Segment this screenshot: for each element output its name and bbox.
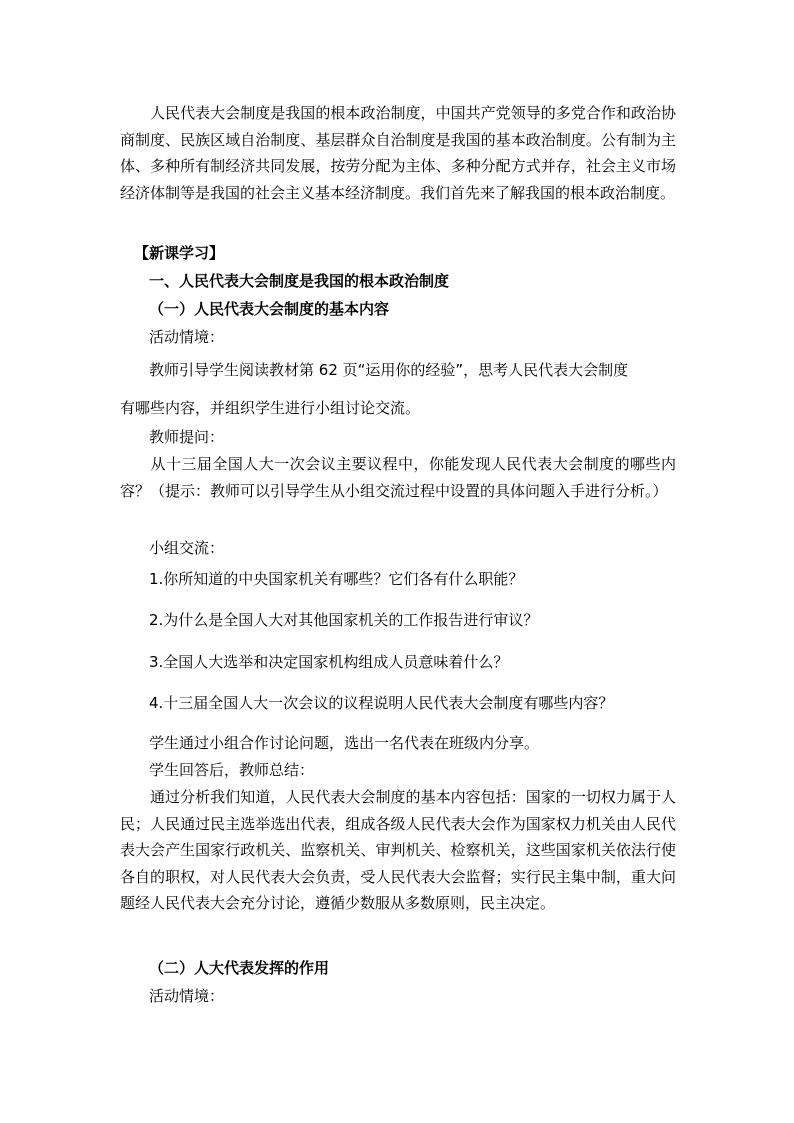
intro-text: 人民代表大会制度是我国的根本政治制度，中国共产党领导的多党合作和政治协商制度、民族区域自治制度、基层群众自治制度是我国的基本政治制度。公有制为主体、多种所有制经济共同发展，按劳分配为主体、多种分配方式并存，社会主义市场经济体制等是我国的社会主义基本经济制度。我们首先来了解我国的根本政治制度。 bbox=[120, 104, 676, 202]
teacher-question-label: 教师提问： bbox=[149, 428, 225, 446]
question-item-2: 2.为什么是全国人大对其他国家机关的工作报告进行审议？ bbox=[149, 611, 539, 629]
activity-text-line-2: 有哪些内容，并组织学生进行小组讨论交流。 bbox=[120, 399, 421, 417]
heading-one-one: （一）人民代表大会制度的基本内容 bbox=[149, 300, 390, 318]
group-label: 小组交流： bbox=[149, 539, 225, 557]
intro-paragraph bbox=[120, 100, 676, 206]
summary-paragraph bbox=[120, 784, 676, 917]
heading-one: 一、人民代表大会制度是我国的根本政治制度 bbox=[149, 272, 450, 290]
summary-text: 通过分析我们知道，人民代表大会制度的基本内容包括：国家的一切权力属于人民；人民通过民主选举选出代表，组成各级人民代表大会作为国家权力机关由人民代表大会产生国家行政机关、监察机关、审判机关、检察机关，这些国家机关依法行使各自的职权，对人民代表大会负责，受人民代表大会监督；实行民主集中制，重大问题经人民代表大会充分讨论，遵循少数服从多数原则，民主决定。 bbox=[120, 788, 676, 913]
activity-text-line-1: 教师引导学生阅读教材第 62 页“运用你的经验”，思考人民代表大会制度 bbox=[149, 361, 629, 379]
question-item-4: 4.十三届全国人大一次会议的议程说明人民代表大会制度有哪些内容？ bbox=[149, 694, 614, 712]
heading-one-two: （二）人大代表发挥的作用 bbox=[149, 959, 330, 977]
question-item-1: 1.你所知道的中央国家机关有哪些？它们各有什么职能？ bbox=[149, 570, 524, 588]
share-text: 学生通过小组合作讨论问题，选出一名代表在班级内分享。 bbox=[149, 734, 540, 752]
question-item-3: 3.全国人大选举和决定国家机构组成人员意味着什么？ bbox=[149, 653, 509, 671]
activity-label: 活动情境： bbox=[149, 328, 225, 346]
activity-label-2: 活动情境： bbox=[149, 987, 225, 1005]
teacher-question-paragraph bbox=[120, 451, 676, 504]
summary-label: 学生回答后，教师总结： bbox=[149, 761, 315, 779]
teacher-question-text: 从十三届全国人大一次会议主要议程中，你能发现人民代表大会制度的哪些内容？（提示：教师可以引导学生从小组交流过程中设置的具体问题入手进行分析。） bbox=[120, 455, 676, 500]
section-label: 【新课学习】 bbox=[134, 244, 225, 262]
